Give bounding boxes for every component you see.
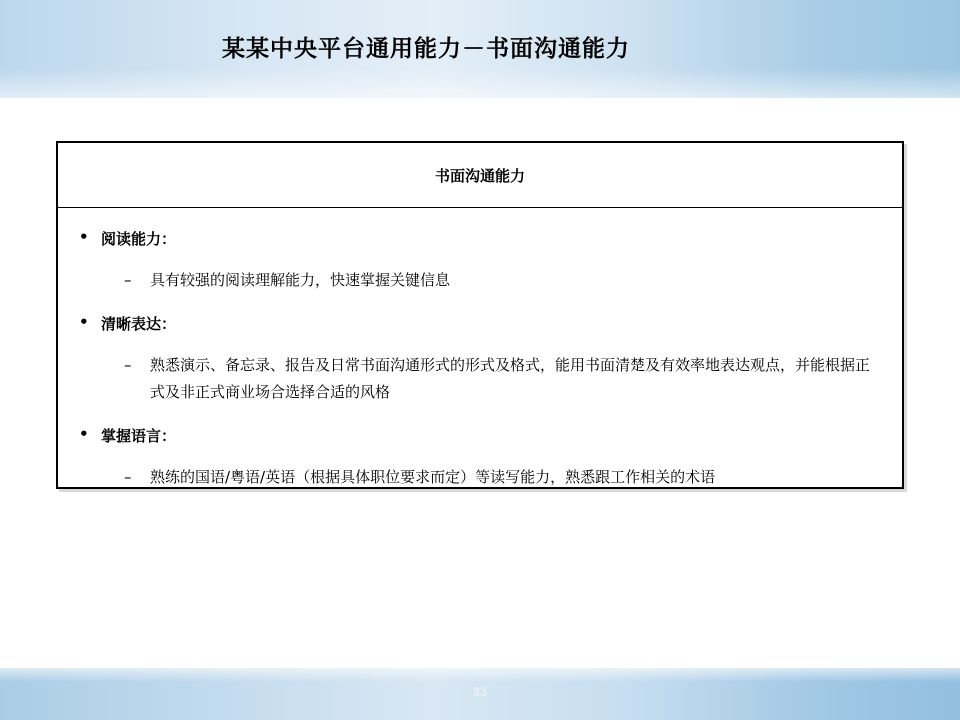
sub-dash: – (124, 356, 132, 374)
sub-item-clear-expression (124, 352, 884, 406)
sub-item-language (124, 464, 884, 491)
bullet-dot: • (79, 313, 89, 331)
sub-item-text: 具有较强的阅读理解能力，快速掌握关键信息 (150, 271, 451, 289)
sub-dash: – (124, 271, 132, 289)
competency-card (56, 141, 904, 489)
bullet-dot: • (79, 228, 89, 246)
bullet-reading (79, 228, 902, 248)
sub-item-reading (124, 267, 884, 294)
bullet-dot: • (79, 425, 89, 443)
bullet-clear-expression (79, 313, 902, 333)
slide-title: 某某中央平台通用能力－书面沟通能力 (222, 36, 630, 62)
bullet-heading: 清晰表达： (101, 315, 177, 333)
bullet-language (79, 425, 902, 445)
bullet-heading: 掌握语言： (101, 427, 177, 445)
page-number: 33 (472, 684, 488, 699)
sub-item-text: 熟练的国语/粤语/英语（根据具体职位要求而定）等读写能力，熟悉跟工作相关的术语 (150, 468, 716, 486)
bullet-heading: 阅读能力： (101, 230, 177, 248)
sub-dash: – (124, 468, 132, 486)
sub-item-text: 熟悉演示、备忘录、报告及日常书面沟通形式的形式及格式，能用书面清楚及有效率地表达观点，并能根据正式及非正式商业场合选择合适的风格 (150, 356, 871, 401)
card-body (58, 208, 902, 491)
card-header: 书面沟通能力 (58, 143, 902, 208)
